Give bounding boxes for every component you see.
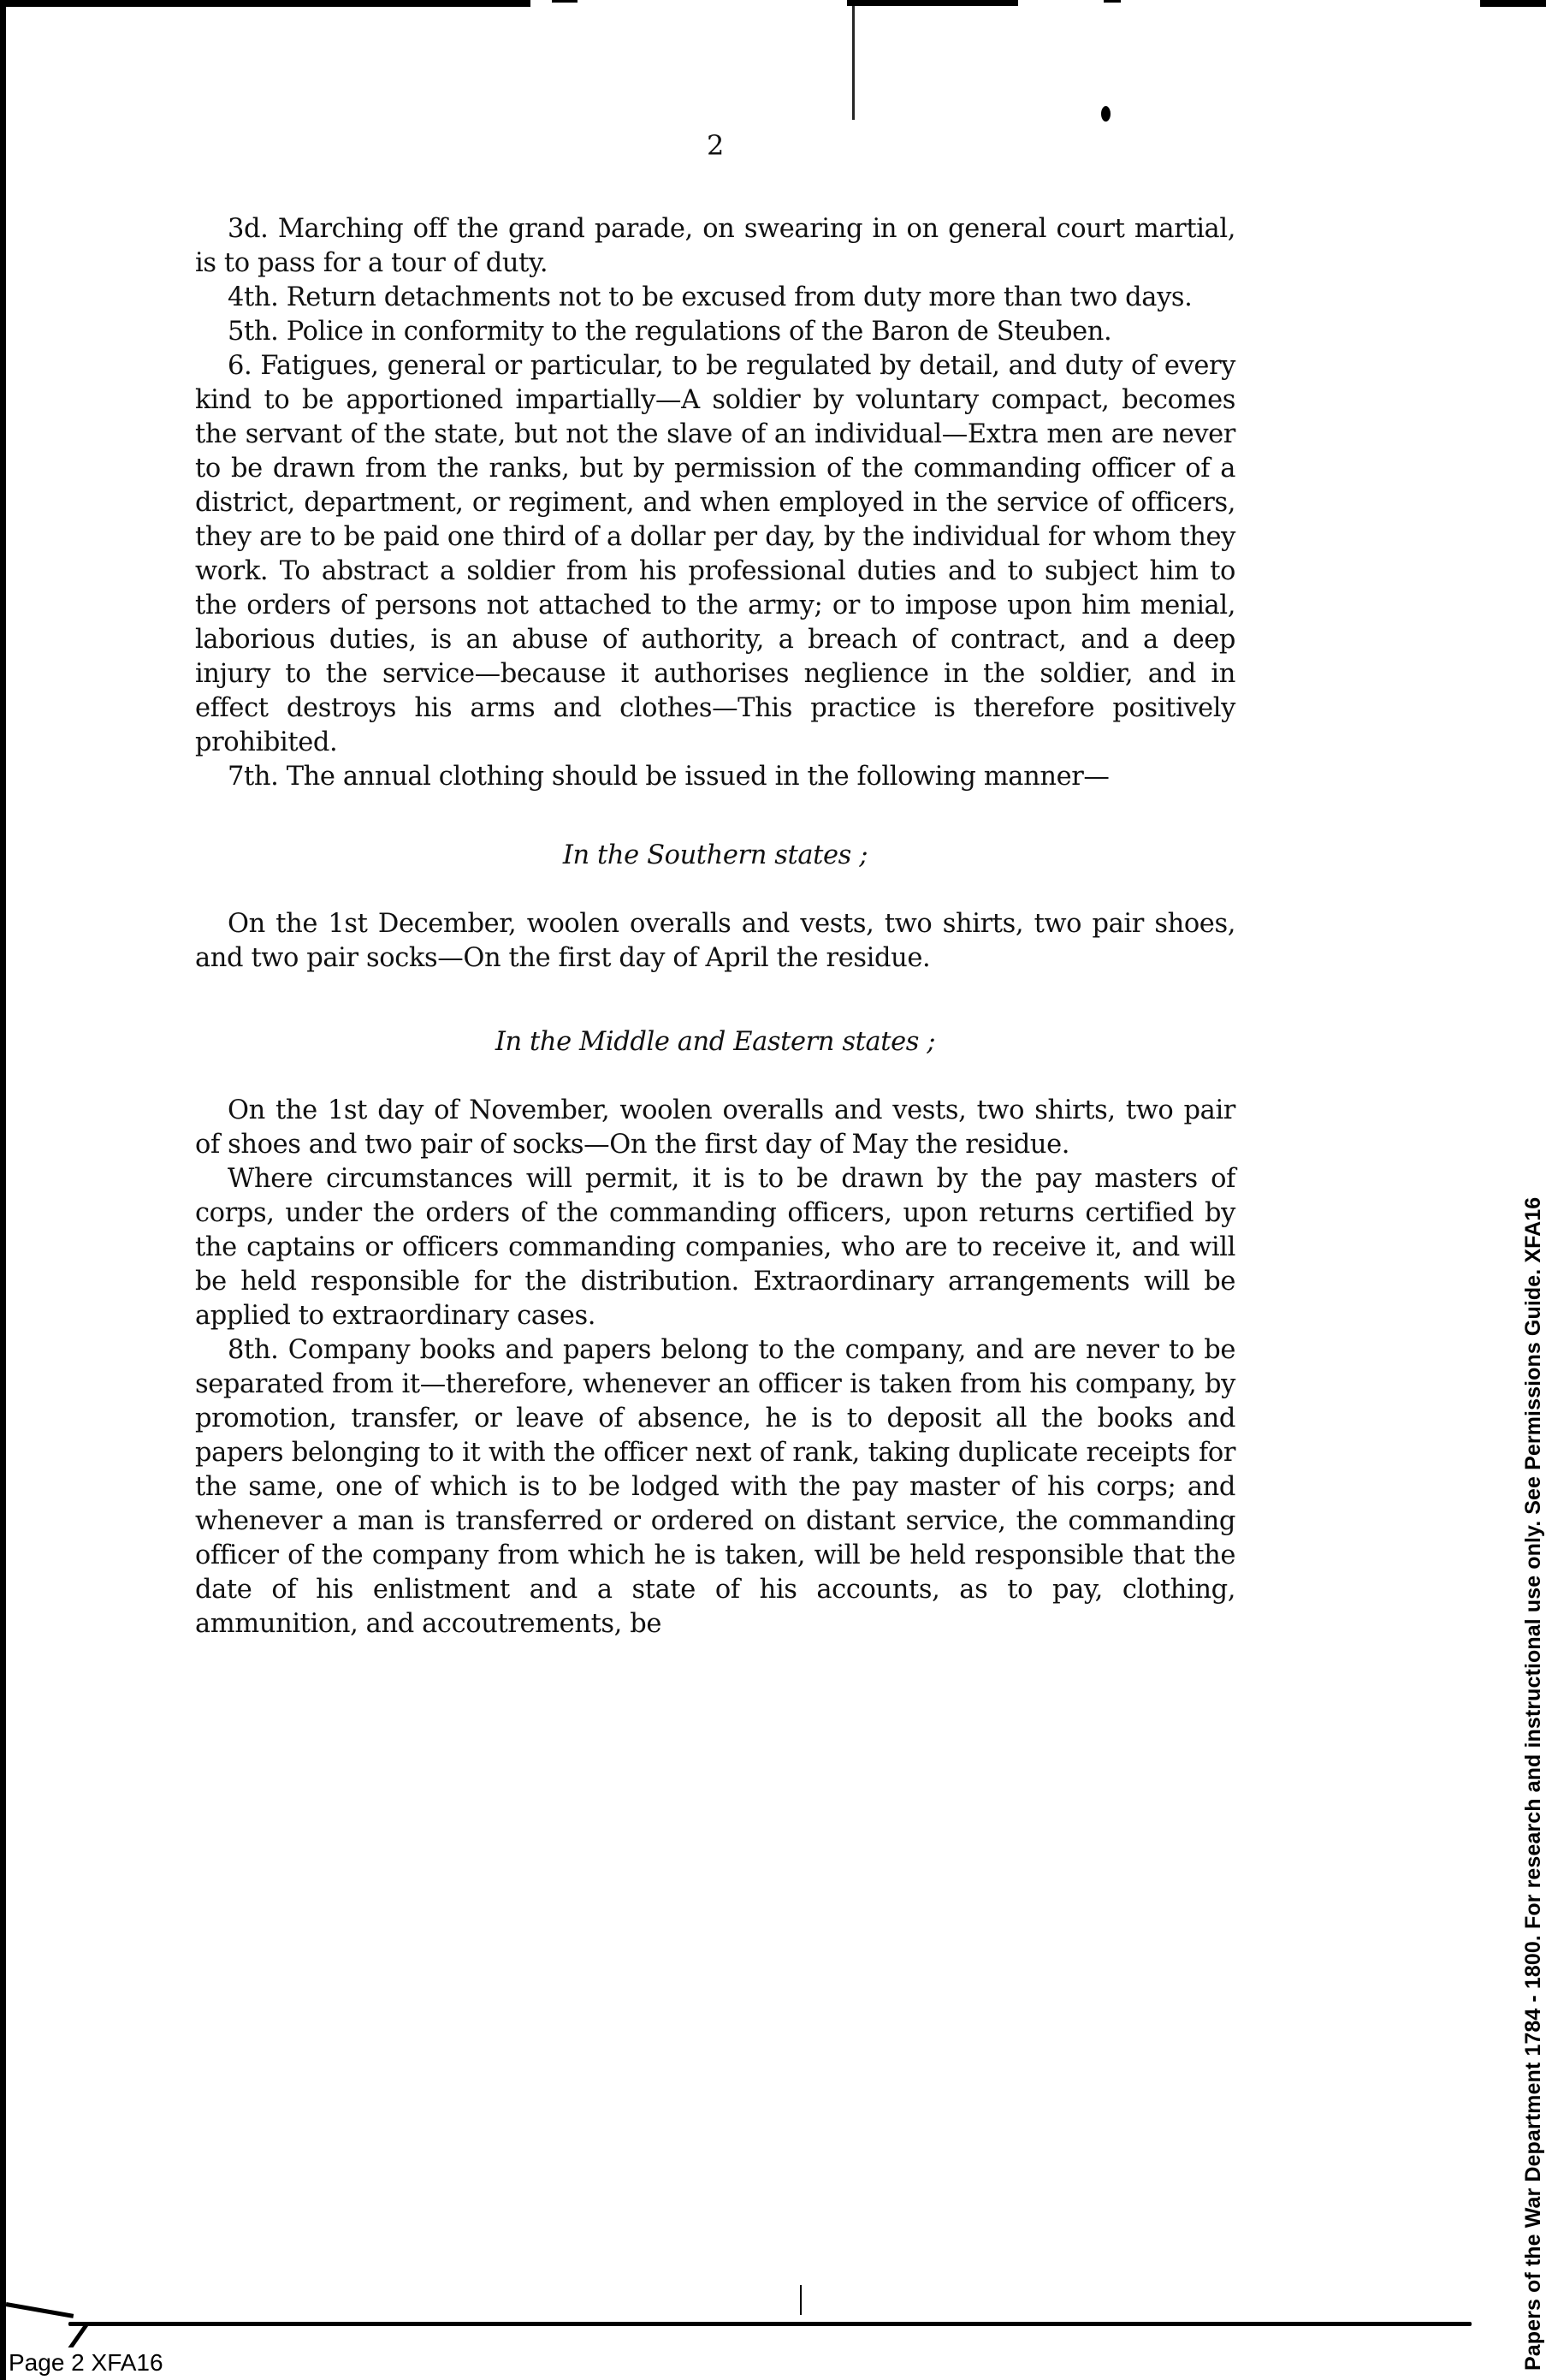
page-number: 2: [707, 129, 724, 162]
section-heading: In the Southern states ;: [562, 840, 868, 870]
rights-notice: Papers of the War Department 1784 - 1800. For research and instructional use only. See Permissions Guide. XFA16: [1521, 1196, 1545, 2371]
document-paragraph: 5th. Police in conformity to the regulations of the Baron de Steuben.: [228, 317, 1112, 347]
scan-edge-left: [0, 0, 6, 2380]
document-paragraph: On the 1st day of November, woolen overalls and vests, two shirts, two pair of shoes and two pair of socks—On the first day of May the residue.: [195, 1095, 1235, 1160]
scan-fold-line: [852, 0, 855, 120]
document-paragraph: Where circumstances will permit, it is to be drawn by the pay masters of corps, under the orders of the commanding officers, upon returns certified by the captains or officers commanding companies, who are to receive it, and will be held responsible for the distribution. Extraordinary arrangements will be applied to extraordinary cases.: [195, 1164, 1235, 1331]
ink-blot: [1101, 106, 1111, 122]
scan-edge-top: [0, 0, 530, 7]
document-paragraph: 3d. Marching off the grand parade, on swearing in on general court martial, is to pass for a tour of duty.: [195, 214, 1235, 278]
paragraph-list: [195, 212, 1235, 1641]
scan-mark: [800, 2285, 802, 2315]
document-paragraph: 8th. Company books and papers belong to the company, and are never to be separated from it—therefore, whenever an officer is taken from his company, by promotion, transfer, or leave of absence, he is to deposit all the books and papers belonging to it with the officer next of rank, taking duplicate receipts for the same, one of which is to be lodged with the pay master of his corps; and whenever a man is transferred or ordered on distant service, the commanding officer of the company from which he is taken, will be held responsible that the date of his enlistment and a state of his accounts, as to pay, clothing, ammunition, and accoutrements, be: [195, 1335, 1235, 1639]
document-paragraph: 6. Fatigues, general or particular, to be regulated by detail, and duty of every kind to be apportioned impartially—A soldier by voluntary compact, becomes the servant of the state, but not the slave of an individual—Extra men are never to be drawn from the ranks, but by permission of the commanding officer of a district, department, or regiment, and when employed in the service of officers, they are to be paid one third of a dollar per day, by the individual for whom they work. To abstract a soldier from his professional duties and to subject him to the orders of persons not attached to the army; or to impose upon him menial, laborious duties, is an abuse of authority, a breach of contract, and a deep injury to the service—because it authorises neglience in the soldier, and in effect destroys his arms and clothes—This practice is therefore positively prohibited.: [195, 351, 1235, 757]
scan-edge-top: [847, 0, 1018, 6]
scan-edge-top: [1104, 0, 1121, 3]
scan-edge-top: [552, 0, 578, 3]
scan-edge-bottom: [68, 2322, 1472, 2326]
scan-edge-bottom: [6, 2302, 74, 2318]
document-paragraph: 4th. Return detachments not to be excused from duty more than two days.: [228, 282, 1193, 312]
document-paragraph: On the 1st December, woolen overalls and vests, two shirts, two pair shoes, and two pair socks—On the first day of April the residue.: [195, 909, 1235, 973]
page-footer-label: Page 2 XFA16: [9, 2349, 163, 2376]
scan-edge-top: [1480, 0, 1546, 7]
section-heading: In the Middle and Eastern states ;: [495, 1027, 936, 1057]
document-paragraph: 7th. The annual clothing should be issued in the following manner—: [228, 762, 1110, 792]
